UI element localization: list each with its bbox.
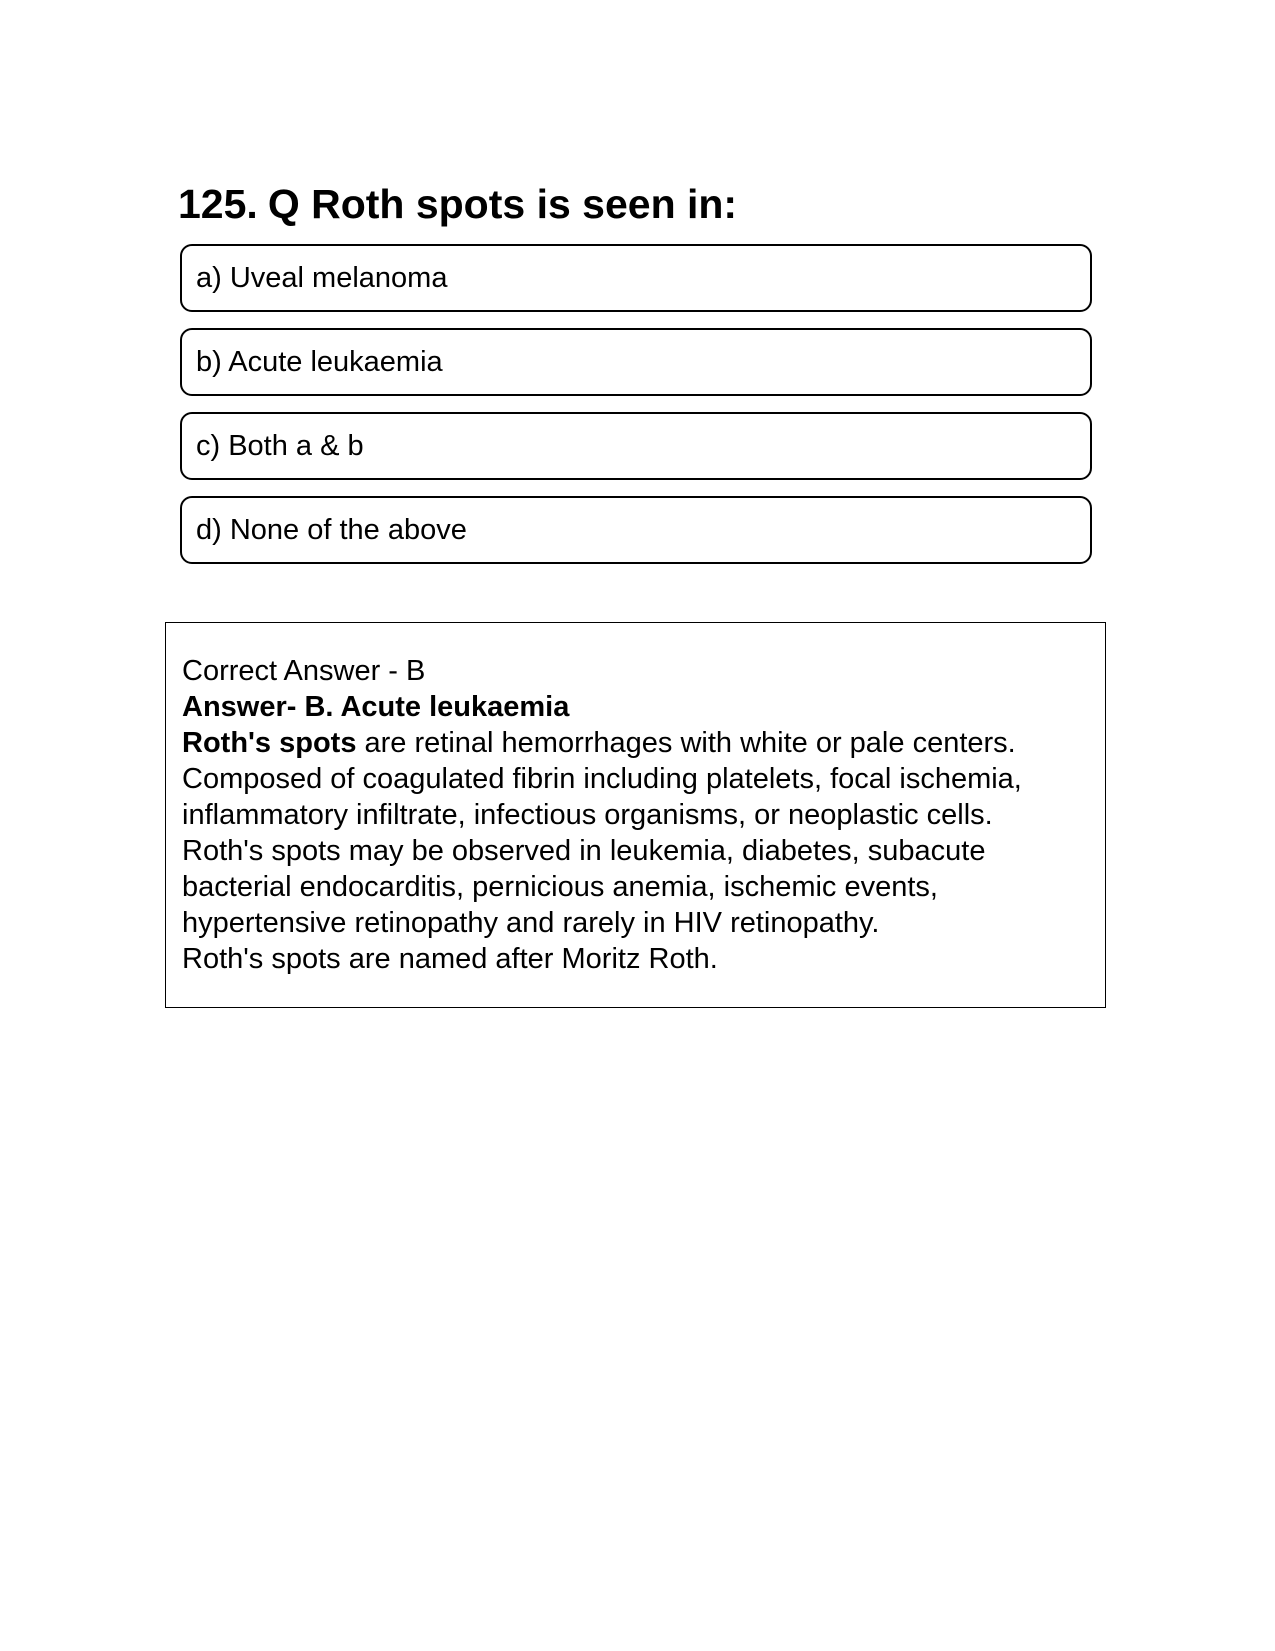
explanation-line-7: Roth's spots are named after Moritz Roth. xyxy=(182,943,718,975)
option-a[interactable] xyxy=(180,244,1092,312)
question-text: Q Roth spots is seen in: xyxy=(267,181,738,227)
question-title xyxy=(178,178,737,230)
option-a-label: a) Uveal melanoma xyxy=(196,261,448,294)
explanation-line-2: Composed of coagulated fibrin including platelets, focal ischemia, xyxy=(182,763,1022,795)
explanation-line-3: inflammatory infiltrate, infectious organisms, or neoplastic cells. xyxy=(182,799,993,831)
option-d[interactable] xyxy=(180,496,1092,564)
option-d-label: d) None of the above xyxy=(196,513,467,546)
explanation-line-1 xyxy=(182,725,1090,761)
explanation-line-6: hypertensive retinopathy and rarely in HIV retinopathy. xyxy=(182,907,880,939)
option-b-label: b) Acute leukaemia xyxy=(196,345,443,378)
explanation-line-4: Roth's spots may be observed in leukemia, diabetes, subacute xyxy=(182,835,986,867)
answer-heading: Answer- B. Acute leukaemia xyxy=(182,691,570,723)
answer-explanation-box xyxy=(165,622,1106,1008)
option-c-label: c) Both a & b xyxy=(196,429,364,462)
explanation-term: Roth's spots xyxy=(182,727,357,759)
question-number: 125. xyxy=(178,181,258,227)
option-b[interactable] xyxy=(180,328,1092,396)
option-c[interactable] xyxy=(180,412,1092,480)
correct-answer-line: Correct Answer - B xyxy=(182,655,426,687)
options-list xyxy=(180,244,1092,580)
explanation-line-5: bacterial endocarditis, pernicious anemia, ischemic events, xyxy=(182,871,938,903)
explanation-line-1-text: are retinal hemorrhages with white or pale centers. xyxy=(356,727,1016,759)
